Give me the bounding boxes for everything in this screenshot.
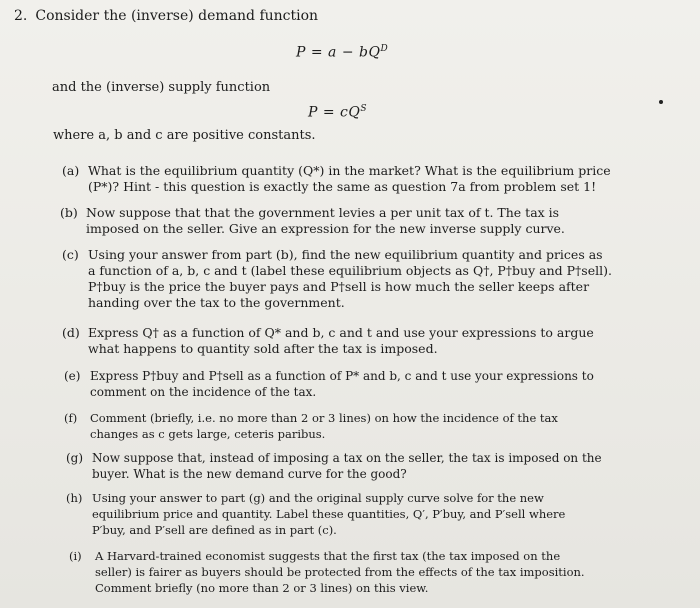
part-text: What is the equilibrium quantity (Q*) in the market? What is the equilibrium price (P*)? Hint - this question is exactly the same as question 7a from problem set 1! — [88, 163, 611, 194]
demand-superscript: D — [380, 44, 389, 54]
part-text: A Harvard-trained economist suggests that the first tax (the tax imposed on the seller) is fairer as buyers should be protected from the effects of the tax imposition. Comment briefly (no more than 2 or 3 lines) on this view. — [95, 549, 585, 595]
part-text: Express Q† as a function of Q* and b, c and t and use your expressions to argue what happens to quantity sold after the tax is imposed. — [88, 325, 594, 356]
part-b — [60, 205, 616, 237]
part-text: Now suppose that, instead of imposing a tax on the seller, the tax is imposed on the buyer. What is the new demand curve for the good? — [92, 451, 602, 481]
part-label: (i) — [69, 549, 82, 563]
constants-note: where a, b and c are positive constants. — [53, 128, 316, 143]
part-label: (c) — [62, 247, 79, 262]
part-label: (e) — [64, 369, 81, 383]
demand-equation-text: P = a − bQ — [296, 44, 381, 61]
part-label: (d) — [62, 325, 80, 340]
part-g — [66, 450, 602, 482]
part-label: (h) — [66, 491, 83, 505]
question-heading — [14, 8, 318, 24]
part-text: Comment (briefly, i.e. no more than 2 or 3 lines) on how the incidence of the tax changes as c gets large, ceteris paribus. — [90, 411, 558, 441]
part-text: Express P†buy and P†sell as a function of P* and b, c and t use your expressions to comment on the incidence of the tax. — [90, 369, 594, 399]
supply-equation — [308, 104, 367, 121]
part-c — [62, 247, 613, 311]
part-e — [64, 368, 610, 400]
question-intro: Consider the (inverse) demand function — [35, 8, 319, 24]
supply-equation-text: P = cQ — [308, 104, 361, 121]
supply-superscript: S — [360, 104, 368, 114]
part-text: Now suppose that that the government levies a per unit tax of t. The tax is imposed on the seller. Give an expression for the new inverse supply curve. — [86, 205, 565, 236]
part-label: (g) — [66, 451, 84, 465]
part-text: Using your answer from part (b), find the new equilibrium quantity and prices as a function of a, b, c and t (label these equilibrium objects as Q†, P†buy and P†sell). P†buy is the price the buyer pays and P†sell is how much the seller keeps after handing over the tax to the government. — [88, 247, 612, 310]
part-h — [66, 490, 597, 538]
question-number: 2. — [14, 8, 28, 24]
demand-equation — [296, 44, 388, 61]
supply-intro: and the (inverse) supply function — [52, 80, 271, 95]
part-i — [69, 548, 595, 596]
part-label: (f) — [64, 411, 78, 425]
part-label: (b) — [60, 205, 78, 220]
part-text: Using your answer to part (g) and the original supply curve solve for the new equilibrium price and quantity. Label these quantities, Q′, P′buy, and P′sell where P′buy, and P′sell are defined as in part (c). — [92, 491, 566, 537]
part-f — [64, 410, 600, 442]
part-a — [62, 163, 628, 195]
part-d — [62, 325, 613, 357]
part-label: (a) — [62, 163, 80, 178]
ink-dot — [659, 100, 663, 104]
